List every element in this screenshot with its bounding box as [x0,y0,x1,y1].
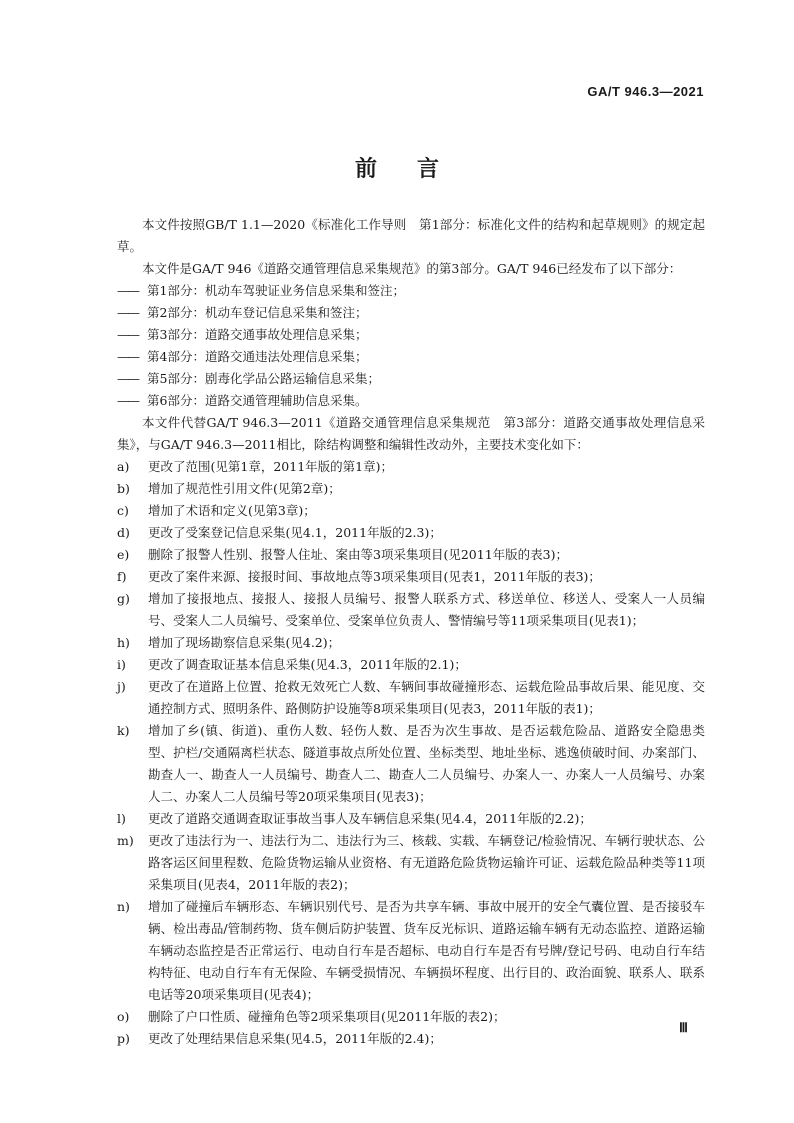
document-code: GA/T 946.3—2021 [587,84,704,99]
part-item: —— 第1部分：机动车驾驶证业务信息采集和签注； [117,283,405,298]
part-item: —— 第6部分：道路交通管理辅助信息采集。 [117,393,368,408]
intro-paragraph-1: 本文件按照GB/T 1.1—2020《标准化工作导则 第1部分：标准化文件的结构和起草规则》的规定起草。 [117,217,705,254]
change-item: d) 更改了受案登记信息采集(见4.1，2011年版的2.3)； [117,525,442,540]
change-item: f) 更改了案件来源、接报时间、事故地点等3项采集项目(见表1，2011年版的表3)； [117,569,601,584]
parts-list [117,280,705,412]
change-item: m) 更改了违法行为一、违法行为二、违法行为三、核载、实载、车辆登记/检验情况、车辆行驶状态、公路客运区间里程数、危险货物运输从业资格、有无道路危险货物运输许可证、运载危险品种类等11项采集项目(见表4，2011年版的表2)； [117,833,705,892]
part-item: —— 第5部分：剧毒化学品公路运输信息采集； [117,371,380,386]
change-item: g) 增加了接报地点、接报人、接报人员编号、报警人联系方式、移送单位、移送人、受案人一人员编号、受案人二人员编号、受案单位、受案单位负责人、警情编号等11项采集项目(见表1)； [117,591,705,628]
part-item: —— 第3部分：道路交通事故处理信息采集； [117,327,368,342]
intro-paragraph-2: 本文件是GA/T 946《道路交通管理信息采集规范》的第3部分。GA/T 946已经发布了以下部分： [142,261,682,276]
change-item: p) 更改了处理结果信息采集(见4.5，2011年版的2.4)； [117,1031,442,1046]
change-item: l) 更改了道路交通调查取证事故当事人及车辆信息采集(见4.4，2011年版的2.2)； [117,811,592,826]
change-item: o) 删除了户口性质、碰撞角色等2项采集项目(见2011年版的表2)； [117,1009,506,1024]
change-item: k) 增加了乡(镇、街道)、重伤人数、轻伤人数、是否为次生事故、是否运载危险品、道路安全隐患类型、护栏/交通隔离栏状态、隧道事故点所处位置、坐标类型、地址坐标、逃逸侦破时间、办案部门、勘查人一、勘查人一人员编号、勘查人二、勘查人二人员编号、办案人一、办案人一人员编号、办案人二、办案人二人员编号等20项采集项目(见表3)； [117,723,705,804]
change-item: i) 更改了调查取证基本信息采集(见4.3，2011年版的2.1)； [117,657,467,672]
page-title: 前言 [354,156,479,182]
change-item: h) 增加了现场勘察信息采集(见4.2)； [117,635,341,650]
change-item: n) 增加了碰撞后车辆形态、车辆识别代号、是否为共享车辆、事故中展开的安全气囊位置、是否接驳车辆、检出毒品/管制药物、货车侧后防护装置、货车反光标识、道路运输车辆有无动态监控、道路运输车辆动态监控是否正常运行、电动自行车是否超标、电动自行车是否有号牌/登记号码、电动自行车结构特征、电动自行车有无保险、车辆受损情况、车辆损坏程度、出行目的、政治面貌、联系人、联系电话等20项采集项目(见表4)； [117,899,705,1002]
document-body [117,214,705,1050]
change-item: c) 增加了术语和定义(见第3章)； [117,503,316,518]
part-item: —— 第2部分：机动车登记信息采集和签注； [117,305,368,320]
changes-list [117,456,705,1050]
page-number: Ⅲ [679,1020,688,1035]
change-item: e) 删除了报警人性别、报警人住址、案由等3项采集项目(见2011年版的表3)； [117,547,568,562]
change-item: j) 更改了在道路上位置、抢救无效死亡人数、车辆间事故碰撞形态、运载危险品事故后果、能见度、交通控制方式、照明条件、路侧防护设施等8项采集项目(见表3，2011年版的表1)； [117,679,705,716]
replace-paragraph: 本文件代替GA/T 946.3—2011《道路交通管理信息采集规范 第3部分：道路交通事故处理信息采集》，与GA/T 946.3—2011相比，除结构调整和编辑性改动外，主要技术变化如下： [117,415,705,452]
part-item: —— 第4部分：道路交通违法处理信息采集； [117,349,368,364]
change-item: a) 更改了范围(见第1章，2011年版的第1章)； [117,459,393,474]
change-item: b) 增加了规范性引用文件(见第2章)； [117,481,341,496]
